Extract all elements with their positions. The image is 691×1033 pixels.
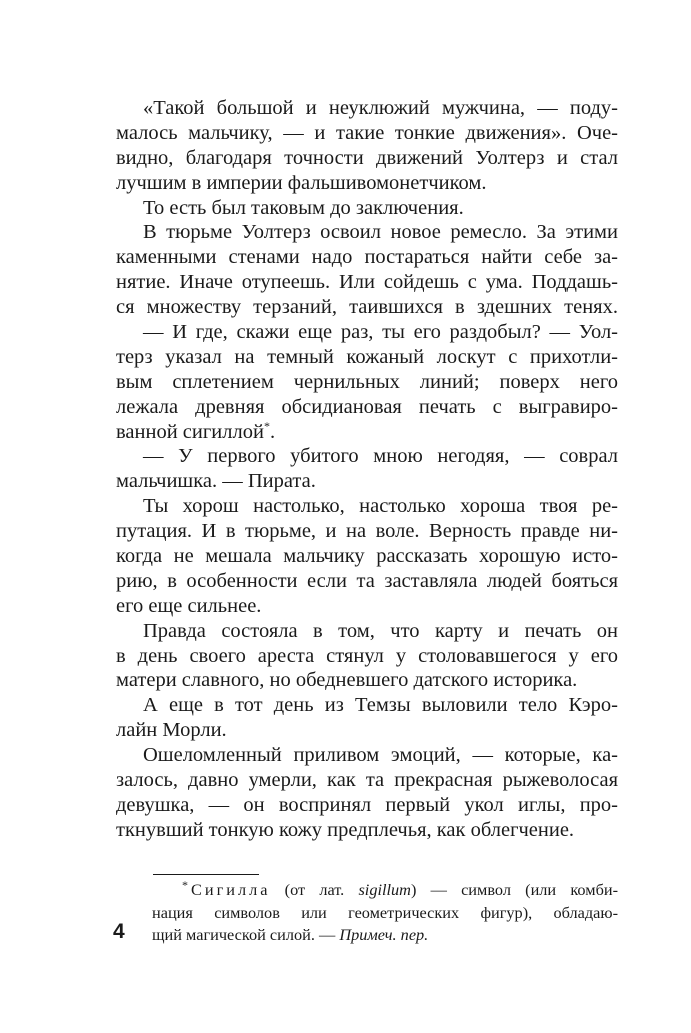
main-text bbox=[116, 96, 618, 843]
text-line: лучшим в империи фальшивомонетчиком. bbox=[116, 171, 487, 194]
footnote-latin-term: sigillum bbox=[358, 880, 411, 899]
text-line: путация. И в тюрьме, и на воле. Верность правде ни- bbox=[116, 520, 618, 543]
footnote-marker: * bbox=[263, 418, 270, 433]
text-line: девушка, — он воспринял первый укол иглы, про- bbox=[116, 793, 618, 816]
text-line: А еще в тот день из Темзы выловили тело Кэро- bbox=[143, 694, 618, 717]
text-line: матери славного, но обедневшего датского историка. bbox=[116, 669, 578, 692]
footnote-line: * Сигилла (от лат. sigillum) — символ (или комби- bbox=[182, 877, 618, 899]
footnote bbox=[152, 879, 618, 947]
text-line: В тюрьме Уолтерз освоил новое ремесло. За этими bbox=[143, 221, 618, 244]
footnote-divider bbox=[153, 874, 259, 875]
footnote-line: щий магической силой. — Примеч. пер. bbox=[152, 925, 429, 944]
text-line: Ошеломленный приливом эмоций, — которые, ка- bbox=[143, 744, 618, 767]
text-line: ся множеству терзаний, таившихся в здешних тенях. bbox=[116, 296, 618, 319]
text-line: — И где, скажи еще раз, ты его раздобыл? — Уол- bbox=[143, 321, 618, 344]
text-line: То есть был таковым до заключения. bbox=[143, 196, 464, 219]
text-line: вым сплетением чернильных линий; поверх него bbox=[116, 370, 618, 393]
text-line: когда не мешала мальчику рассказать хорошую исто- bbox=[116, 545, 618, 568]
text-line: ванной сигиллой*. bbox=[116, 418, 276, 443]
text-line: лайн Морли. bbox=[116, 719, 227, 742]
text-line: его еще сильнее. bbox=[116, 594, 262, 617]
footnote-marker: * bbox=[182, 877, 188, 892]
text-line: ткнувший тонкую кожу предплечья, как облегчение. bbox=[116, 818, 575, 841]
text-line: нятие. Иначе отупеешь. Или сойдешь с ума. Поддашь- bbox=[116, 271, 618, 294]
text-line: видно, благодаря точности движений Уолтерз и стал bbox=[116, 146, 618, 169]
text-line: рию, в особенности если та заставляла людей бояться bbox=[116, 569, 618, 592]
text-line: малось мальчику, — и такие тонкие движения». Оче- bbox=[116, 121, 618, 144]
footnote-line: нация символов или геометрических фигур), обладаю- bbox=[152, 902, 618, 922]
text-line: Ты хорош настолько, настолько хороша твоя ре- bbox=[143, 495, 618, 518]
page-number: 4 bbox=[113, 920, 125, 943]
text-line: терз указал на темный кожаный лоскут с прихотли- bbox=[116, 345, 618, 368]
text-line: залось, давно умерли, как та прекрасная рыжеволосая bbox=[116, 769, 618, 792]
text-line: в день своего ареста стянул у столовавшегося у его bbox=[116, 644, 618, 667]
text-line: мальчишка. — Пирата. bbox=[116, 470, 316, 493]
text-line: — У первого убитого мною негодяя, — соврал bbox=[143, 445, 618, 468]
footnote-term: Сигилла bbox=[191, 880, 271, 899]
translator-note-label: Примеч. пер. bbox=[339, 925, 429, 944]
text-line-content: ванной сигиллой bbox=[116, 420, 264, 443]
text-line: лежала древняя обсидиановая печать с выгравиро- bbox=[116, 395, 618, 418]
text-line: «Такой большой и неуклюжий мужчина, — поду- bbox=[143, 97, 618, 119]
text-line: каменными стенами надо постараться найти себе за- bbox=[116, 246, 618, 269]
text-line: Правда состояла в том, что карту и печать он bbox=[143, 619, 618, 642]
